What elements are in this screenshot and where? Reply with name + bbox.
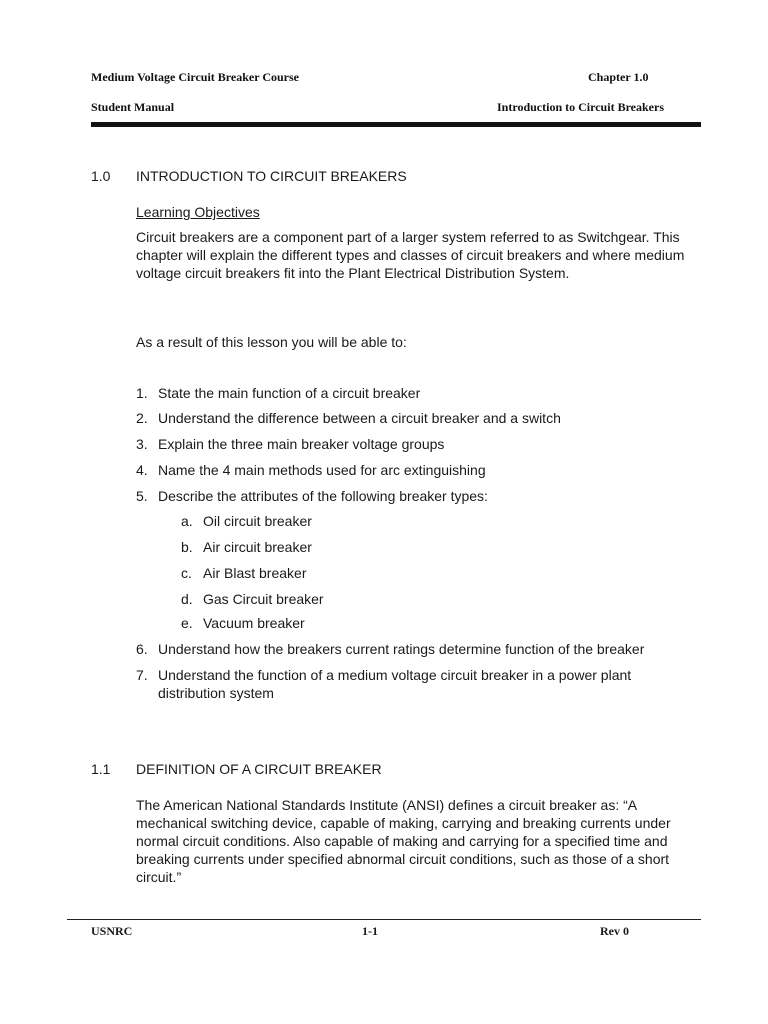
sub-list-text: Gas Circuit breaker [203,591,324,607]
sub-list-letter: e. [181,615,193,631]
list-number: 4. [136,462,148,478]
list-text: Explain the three main breaker voltage groups [158,436,445,452]
sub-list-letter: b. [181,539,193,555]
sub-list-text: Vacuum breaker [203,615,305,631]
section-title: DEFINITION OF A CIRCUIT BREAKER [136,761,382,777]
sub-list-letter: c. [181,565,192,581]
list-text: Understand the function of a medium voltage circuit breaker in a power plant distribution system [158,667,632,701]
list-number: 2. [136,410,148,426]
list-text: Understand how the breakers current ratings determine function of the breaker [158,641,645,657]
section-number: 1.0 [91,168,111,184]
sub-list-text: Oil circuit breaker [203,513,312,529]
list-text: Name the 4 main methods used for arc extinguishing [158,462,486,478]
section-number: 1.1 [91,761,111,777]
list-number: 3. [136,436,148,452]
list-number: 1. [136,385,148,401]
sub-list-text: Air circuit breaker [203,539,312,555]
definition-paragraph: The American National Standards Institute (ANSI) defines a circuit breaker as: “A mechanical switching device, capable of making, carrying and breaking currents under normal circuit conditions. Also capable of making and carrying for a specified time and breaking currents under specified abnormal circuit conditions, such as those of a short circuit.” [136,797,671,885]
learning-objectives-heading: Learning Objectives [136,204,260,220]
list-number: 7. [136,667,148,683]
list-number: 6. [136,641,148,657]
footer-revision: Rev 0 [600,924,629,938]
list-text: Understand the difference between a circuit breaker and a switch [158,410,561,426]
footer-page-number: 1-1 [362,924,378,938]
footer-rule [67,919,701,920]
list-number: 5. [136,488,148,504]
sub-list-letter: a. [181,513,193,529]
header-section-title: Introduction to Circuit Breakers [497,100,664,114]
header-manual: Student Manual [91,100,175,114]
section-title: INTRODUCTION TO CIRCUIT BREAKERS [136,168,407,184]
header-chapter: Chapter 1.0 [588,70,649,84]
list-text: State the main function of a circuit breaker [158,385,421,401]
footer-org: USNRC [91,924,133,938]
intro-paragraph: Circuit breakers are a component part of a larger system referred to as Switchgear. This chapter will explain the different types and classes of circuit breakers and where medium voltage circuit breakers fit into the Plant Electrical Distribution System. [136,229,685,281]
list-text: Describe the attributes of the following breaker types: [158,488,488,504]
header-course-title: Medium Voltage Circuit Breaker Course [91,70,299,84]
header-rule [91,122,701,127]
sub-list-letter: d. [181,591,193,607]
lead-in-text: As a result of this lesson you will be able to: [136,334,407,350]
sub-list-text: Air Blast breaker [203,565,307,581]
